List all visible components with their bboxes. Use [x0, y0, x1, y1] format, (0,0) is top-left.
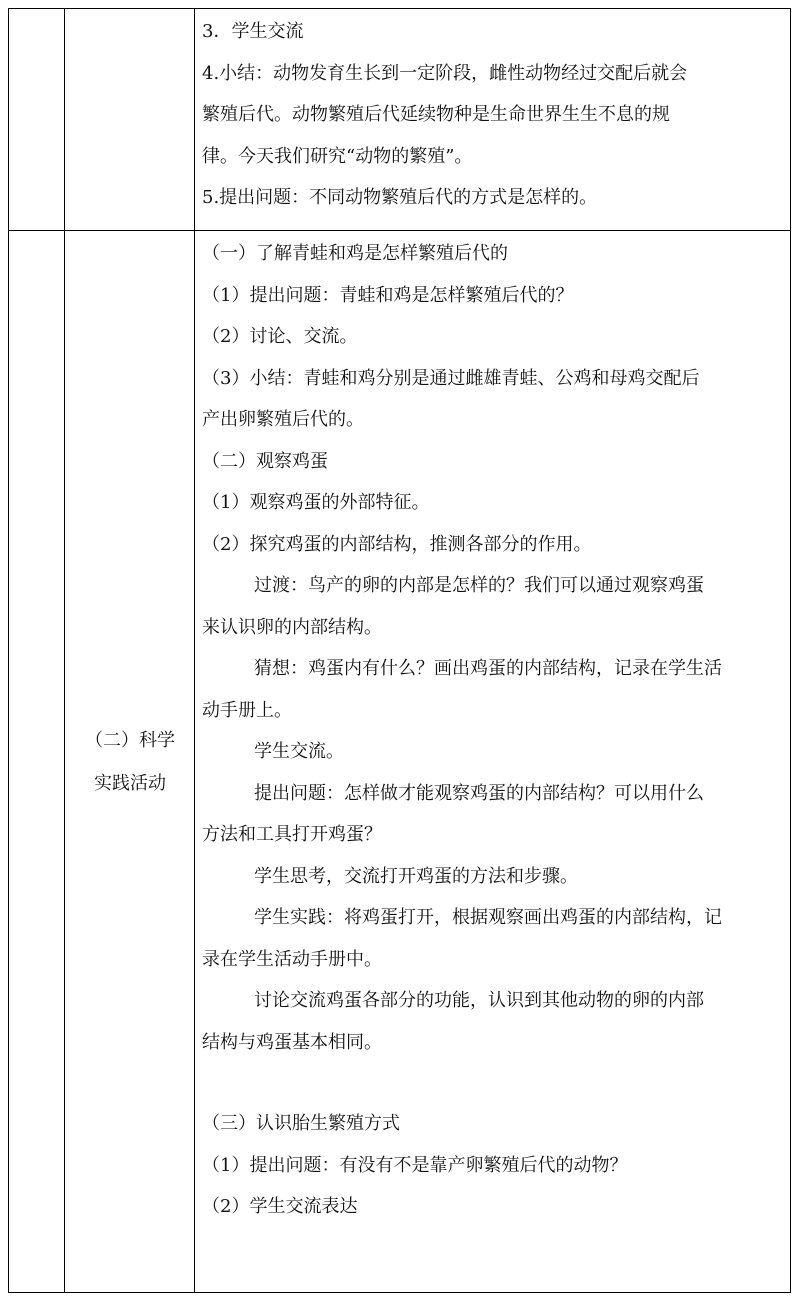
row2-line: （2）探究鸡蛋的内部结构，推测各部分的作用。: [202, 533, 592, 555]
row2-content: [202, 233, 722, 1228]
row2-line: （2）讨论、交流。: [202, 326, 358, 347]
blank-line: [202, 1063, 722, 1103]
row1-line: 5.提出问题：不同动物繁殖后代的方式是怎样的。: [202, 187, 598, 208]
row2-line: （1）提出问题：有没有不是靠产卵繁殖后代的动物？: [202, 1154, 628, 1176]
row2-line: （1）观察鸡蛋的外部特征。: [202, 492, 430, 513]
row1-line: 繁殖后代。动物繁殖后代延续物种是生命世界生生不息的规: [202, 104, 670, 125]
row2-line: （2）学生交流表达: [202, 1196, 358, 1217]
row2-label-line: 实践活动: [94, 773, 166, 794]
row2-label-line: （二）科学: [85, 730, 175, 751]
row2-line: 猜想：鸡蛋内有什么？画出鸡蛋的内部结构，记录在学生活: [254, 658, 722, 679]
row2-line: （三）认识胎生繁殖方式: [202, 1113, 400, 1134]
row2-line: （一）了解青蛙和鸡是怎样繁殖后代的: [202, 243, 508, 264]
row2-line: （二）观察鸡蛋: [202, 450, 328, 472]
row2-line: 学生思考，交流打开鸡蛋的方法和步骤。: [254, 865, 578, 887]
column-divider-2: [194, 9, 195, 1292]
row2-line: 结构与鸡蛋基本相同。: [202, 1031, 382, 1053]
row2-line: 来认识卵的内部结构。: [202, 616, 382, 638]
row2-line: 方法和工具打开鸡蛋？: [202, 824, 382, 845]
lesson-plan-table: [8, 8, 791, 1293]
column-divider-1: [64, 9, 65, 1292]
row2-line: 提出问题：怎样做才能观察鸡蛋的内部结构？可以用什么: [254, 782, 704, 804]
row2-line: 学生实践：将鸡蛋打开，根据观察画出鸡蛋的内部结构，记: [254, 907, 722, 928]
row2-line: 录在学生活动手册中。: [202, 948, 382, 970]
row1-line: 4.小结：动物发育生长到一定阶段，雌性动物经过交配后就会: [202, 62, 688, 84]
row2-line: （3）小结：青蛙和鸡分别是通过雌雄青蛙、公鸡和母鸡交配后: [202, 367, 700, 389]
row1-line: 3．学生交流: [202, 21, 304, 42]
row2-line: 学生交流。: [254, 741, 344, 762]
row2-line: （1）提出问题：青蛙和鸡是怎样繁殖后代的？: [202, 284, 574, 306]
row2-line: 过渡：鸟产的卵的内部是怎样的？我们可以通过观察鸡蛋: [254, 575, 704, 596]
row-divider: [9, 230, 790, 231]
row2-line: 产出卵繁殖后代的。: [202, 409, 364, 430]
row1-line: 律。今天我们研究“动物的繁殖”。: [202, 145, 473, 167]
row2-line: 讨论交流鸡蛋各部分的功能，认识到其他动物的卵的内部: [254, 990, 704, 1011]
row2-line: 动手册上。: [202, 699, 292, 721]
row2-label: [66, 719, 194, 805]
row1-content: [202, 11, 687, 219]
